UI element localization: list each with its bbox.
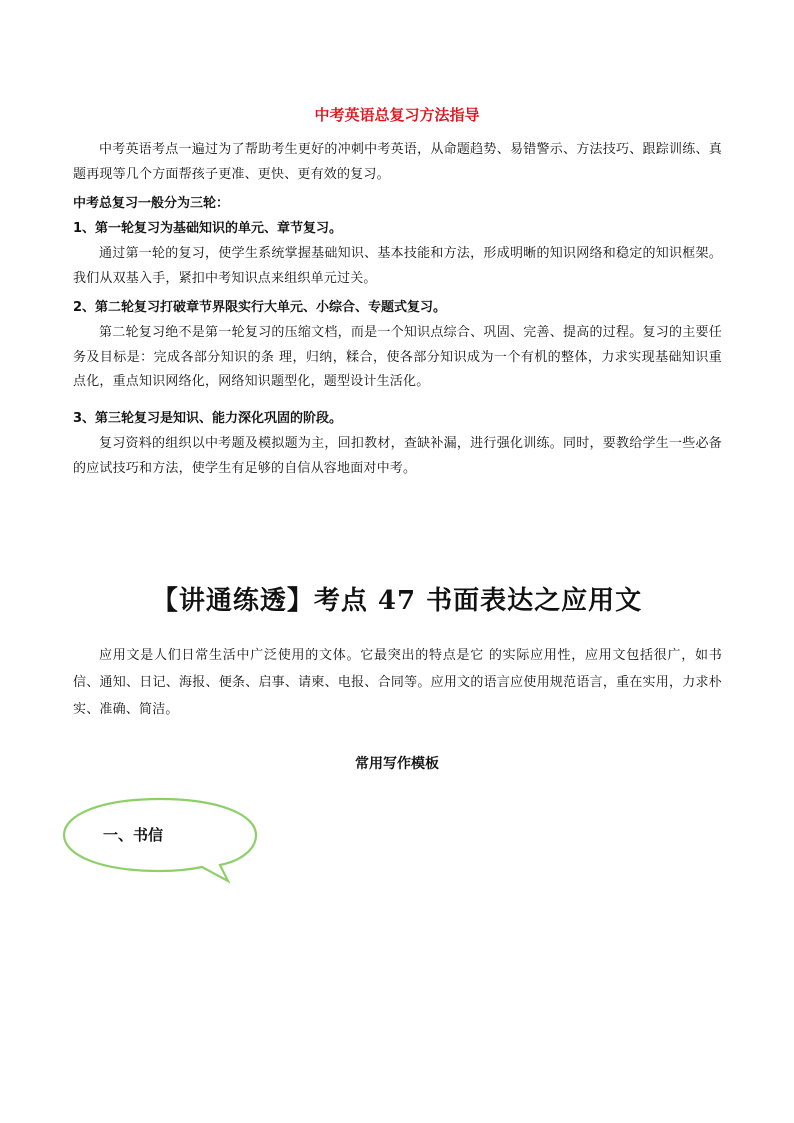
- intro-paragraph: 中考英语考点一遍过为了帮助考生更好的冲刺中考英语，从命题趋势、易错警示、方法技巧、跟踪训练、真题再现等几个方面帮孩子更准、更快、更有效的复习。: [73, 142, 722, 182]
- bubble-label: 一、书信: [103, 826, 164, 844]
- section-paragraph: 应用文是人们日常生活中广泛使用的文体。它最突出的特点是它 的实际应用性，应用文包括很广，如书信、通知、日记、海报、便条、启事、请柬、电报、合同等。应用文的语言应使用规范语言，重在实用，力求朴实、准确、简洁。: [73, 648, 722, 717]
- round-3-heading: 3、第三轮复习是知识、能力深化巩固的阶段。: [73, 411, 343, 426]
- round-1-heading: 1、第一轮复习为基础知识的单元、章节复习。: [73, 221, 343, 236]
- page-title: 中考英语总复习方法指导: [314, 106, 480, 124]
- rounds-heading: 中考总复习一般分为三轮：: [73, 196, 230, 211]
- round-1-text: 通过第一轮的复习，使学生系统掌握基础知识、基本技能和方法，形成明晰的知识网络和稳定的知识框架。我们从双基入手，紧扣中考知识点来组织单元过关。: [73, 246, 722, 286]
- round-2-text: 第二轮复习绝不是第一轮复习的压缩文档，而是一个知识点综合、巩固、完善、提高的过程。复习的主要任务及目标是：完成各部分知识的条 理，归纳，糅合，使各部分知识成为一个有机的整体，力求实现基础知识重点化，重点知识网络化，网络知识题型化，题型设计生活化。: [73, 325, 722, 389]
- section-title: 【讲通练透】考点 47 书面表达之应用文: [151, 586, 643, 616]
- round-2-heading: 2、第二轮复习打破章节界限实行大单元、小综合、专题式复习。: [73, 300, 447, 315]
- round-3-text: 复习资料的组织以中考题及模拟题为主，回扣教材，查缺补漏，进行强化训练。同时，要教给学生一些必备的应试技巧和方法，使学生有足够的自信从容地面对中考。: [73, 436, 722, 476]
- section-subtitle: 常用写作模板: [355, 756, 439, 772]
